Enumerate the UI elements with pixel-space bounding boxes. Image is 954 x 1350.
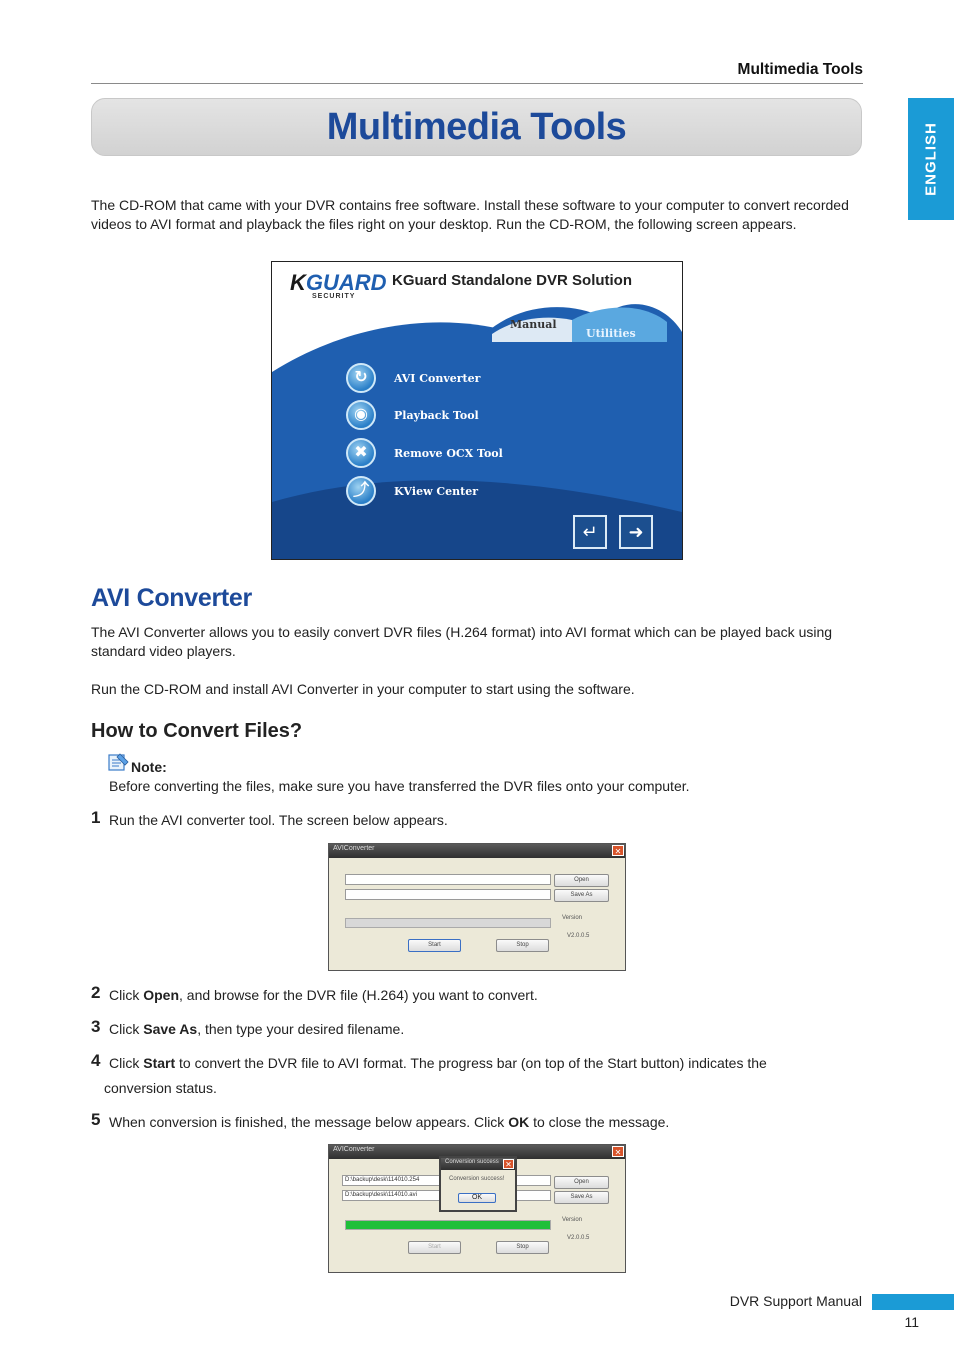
section-heading: AVI Converter [91,584,252,612]
footer-manual-name: DVR Support Manual [729,1293,862,1309]
step-number: 4 [91,1051,101,1070]
start-button[interactable]: Start [408,939,461,952]
step-text [109,1054,869,1073]
convert-icon: ↻ [346,363,376,393]
menu-label: Remove OCX Tool [394,446,503,460]
message-title: Conversion success [445,1159,499,1165]
intro-paragraph: The CD-ROM that came with your DVR contains free software. Install these software to your computer to convert recorded videos to AVI format and playback the files right on your desktop. Run the CD-ROM, the following screen appears. [91,197,849,232]
page-title: Multimedia Tools [326,106,627,148]
stop-button[interactable]: Stop [496,939,549,952]
avi-converter-dialog [328,843,626,971]
remove-icon: ✖ [346,438,376,468]
progress-fill [346,1221,550,1229]
step-text [109,986,538,1005]
dialog-title: AVIConverter [333,1146,375,1153]
open-button[interactable]: Open [554,1176,609,1189]
dialog-title: AVIConverter [333,845,375,852]
page-title-bar [91,98,862,156]
step-keyword: Open [143,987,180,1003]
output-file-field[interactable]: D:\backup\desk\114010.avi [342,1190,551,1201]
return-arrow-icon: ↵ [582,522,598,542]
logo-letter-k: K [290,270,306,295]
message-text: Conversion success! [449,1176,505,1182]
message-box [439,1156,517,1212]
step-keyword: Save As [143,1021,198,1037]
input-file-field[interactable] [345,874,551,885]
step-number: 5 [91,1110,101,1129]
dialog-titlebar [329,844,625,858]
close-icon[interactable]: ✕ [612,845,624,856]
language-tab-label: ENGLISH [922,122,940,196]
close-icon[interactable]: ✕ [503,1159,514,1169]
version-label: Version [562,1217,583,1223]
menu-item-kview-center[interactable] [346,476,478,506]
version-label: Version [562,915,583,921]
note-text: Before converting the files, make sure you have transferred the DVR files onto your computer. [109,778,690,794]
tab-utilities[interactable]: Utilities [586,327,636,340]
page-number: 11 [904,1314,919,1330]
film-reel-icon: ◉ [346,400,376,430]
version-value: V2.0.0.5 [567,933,590,939]
step-number: 2 [91,983,101,1002]
exit-button[interactable] [619,515,653,549]
step-text-pre: Click [109,1055,144,1071]
save-as-button[interactable]: Save As [554,1191,609,1204]
footer-accent-bar [872,1294,954,1310]
note-icon [106,752,130,772]
ok-button[interactable]: OK [458,1193,496,1203]
exit-icon: ➜ [628,522,644,542]
tab-manual[interactable]: Manual [510,318,557,331]
menu-label: Playback Tool [394,408,479,422]
logo-guard: GUARD [305,270,387,295]
step-text-post: , then type your desired filename. [197,1021,405,1037]
output-file-field[interactable] [345,889,551,900]
start-button[interactable]: Start [408,1241,461,1254]
note-label: Note: [131,759,167,775]
menu-item-playback-tool[interactable] [346,400,479,430]
menu-label: AVI Converter [394,371,481,385]
save-as-button[interactable]: Save As [554,889,609,902]
step-number: 1 [91,808,101,827]
kview-icon: ⤴ [346,476,376,506]
step-text-post: to close the message. [529,1114,670,1130]
step-text-pre: Click [109,1021,144,1037]
input-file-field[interactable]: D:\backup\desk\114010.254 [342,1175,551,1186]
menu-item-avi-converter[interactable] [346,363,480,393]
step-text: Run the AVI converter tool. The screen below appears. [109,812,448,828]
progress-bar [345,1220,551,1230]
subheading: How to Convert Files? [91,720,303,742]
step-text-post: to convert the DVR file to AVI format. The progress bar (on top of the Start button) indicates the [175,1055,767,1071]
step-text-post: , and browse for the DVR file (H.264) you want to convert. [179,987,538,1003]
close-icon[interactable]: ✕ [612,1146,624,1157]
open-button[interactable]: Open [554,874,609,887]
message-titlebar [441,1158,515,1170]
step-text-pre: Click [109,987,144,1003]
step-keyword: Start [143,1055,176,1071]
menu-label: KView Center [394,484,479,498]
logo-security: SECURITY [312,293,356,300]
running-header: Multimedia Tools [737,61,863,78]
step-text-continued: conversion status. [104,1080,217,1096]
menu-item-remove-ocx-tool[interactable] [346,438,503,468]
language-tab [908,98,954,220]
step-text [109,1113,669,1132]
step-number: 3 [91,1017,101,1036]
launcher-title: KGuard Standalone DVR Solution [392,272,633,289]
back-button[interactable] [573,515,607,549]
version-value: V2.0.0.5 [567,1235,590,1241]
header-rule [91,83,863,84]
kguard-launcher-screenshot [271,261,683,560]
progress-bar [345,918,551,928]
install-paragraph: Run the CD-ROM and install AVI Converter in your computer to start using the software. [91,681,635,697]
section-description: The AVI Converter allows you to easily convert DVR files (H.264 format) into AVI format which can be played back using standard video players. [91,624,833,659]
stop-button[interactable]: Stop [496,1241,549,1254]
avi-converter-dialog-complete [328,1144,626,1273]
step-text [109,1020,404,1039]
step-keyword: OK [508,1114,530,1130]
step-text-pre: When conversion is finished, the message below appears. Click [109,1114,509,1130]
